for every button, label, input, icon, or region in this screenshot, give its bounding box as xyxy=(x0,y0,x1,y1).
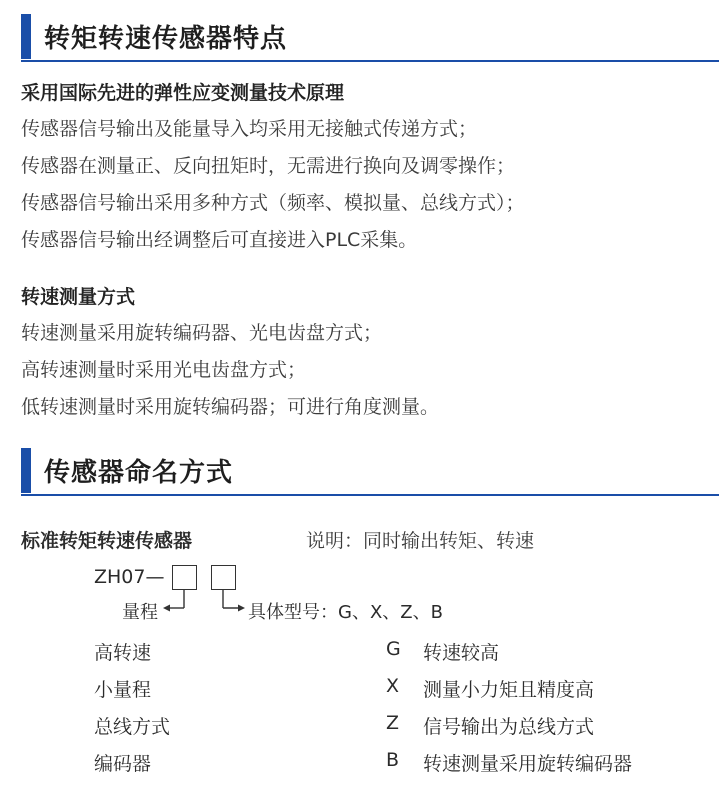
code-description: 信号输出为总线方式 xyxy=(423,716,595,738)
code-description: 测量小力矩且精度高 xyxy=(423,679,595,701)
speed-line: 低转速测量时采用旋转编码器；可进行角度测量。 xyxy=(21,396,440,418)
feature-item: 总线方式 xyxy=(94,716,171,738)
code-letter: B xyxy=(386,749,400,771)
feature-item: 编码器 xyxy=(94,753,152,775)
code-letter: X xyxy=(386,675,400,697)
range-arrow-icon xyxy=(163,590,184,612)
features-line: 传感器信号输出及能量导入均采用无接触式传递方式； xyxy=(21,118,478,140)
feature-item: 小量程 xyxy=(94,679,152,701)
type-arrow-icon xyxy=(223,590,245,612)
feature-item: 高转速 xyxy=(94,642,152,664)
code-description: 转速测量采用旋转编码器 xyxy=(423,753,633,775)
features-heading-1: 采用国际先进的弹性应变测量技术原理 xyxy=(21,82,345,104)
range-label: 量程 xyxy=(122,602,158,623)
features-line: 传感器在测量正、反向扭矩时，无需进行换向及调零操作； xyxy=(21,155,516,177)
features-line: 传感器信号输出经调整后可直接进入PLC采集。 xyxy=(21,229,418,251)
code-description: 转速较高 xyxy=(423,642,500,664)
speed-line: 高转速测量时采用光电齿盘方式； xyxy=(21,359,307,381)
features-line: 传感器信号输出采用多种方式（频率、模拟量、总线方式）； xyxy=(21,192,525,214)
naming-note: 说明：同时输出转矩、转速 xyxy=(306,530,535,552)
speed-line: 转速测量采用旋转编码器、光电齿盘方式； xyxy=(21,322,383,344)
code-letter: Z xyxy=(386,712,400,734)
model-prefix: ZH07— xyxy=(94,566,165,588)
section-title-features: 转矩转速传感器特点 xyxy=(44,24,288,54)
features-heading-2: 转速测量方式 xyxy=(21,286,136,308)
product-name: 标准转矩转速传感器 xyxy=(21,530,193,552)
code-letter: G xyxy=(386,638,401,660)
section-title-naming: 传感器命名方式 xyxy=(44,458,234,488)
type-label: 具体型号：G、X、Z、B xyxy=(248,602,443,623)
